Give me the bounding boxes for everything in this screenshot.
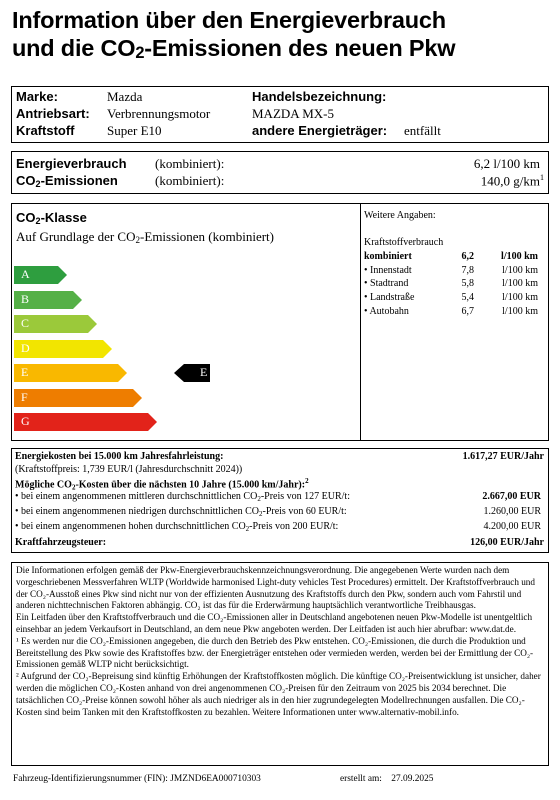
title-line-2: [12, 34, 455, 67]
possible-pre: Mögliche CO: [15, 479, 72, 491]
co2-class-heading: [16, 210, 87, 226]
class-scale: [14, 266, 354, 436]
tax-value: 126,00 EUR/Jahr: [470, 537, 544, 548]
title-line-2-pre: und die CO: [12, 35, 136, 61]
class-letter-d: D: [21, 340, 30, 355]
co2-footnote-mark: 1: [540, 173, 544, 182]
consumption-row-label: kombiniert: [364, 251, 412, 262]
co2-cost-label: • bei einem angenommenen mittleren durchschnittlichen $CO_2$-Preis von 127 EUR/t:: [15, 491, 350, 503]
further-heading: Weitere Angaben:: [364, 210, 436, 221]
co2-qualifier: (kombiniert):: [155, 173, 225, 188]
consumption-row-label: • Innenstadt: [364, 264, 412, 276]
marke-value: Mazda: [107, 89, 143, 104]
marke-label: Marke:: [16, 89, 58, 104]
co2-class-heading-sub: 2: [35, 216, 41, 226]
vehicle-box: [11, 86, 549, 143]
fuel-heading: Kraftstoffverbrauch: [364, 237, 444, 248]
class-divider: [360, 204, 361, 440]
class-letter-e: E: [21, 365, 29, 379]
fin-value: JMZND6EA000710303: [170, 774, 261, 784]
consumption-row: [364, 251, 544, 264]
class-letter-a: A: [21, 267, 30, 281]
page-title: [12, 6, 455, 67]
consumption-row-unit: l/100 km: [501, 251, 538, 262]
class-letter-g: G: [21, 414, 30, 428]
antrieb-value: Verbrennungsmotor: [107, 106, 211, 121]
co2-value-wrap: [481, 173, 544, 189]
class-arrow-f: [14, 389, 143, 407]
co2-cost-row: [15, 491, 545, 505]
co2-class-heading-pre: CO: [16, 210, 36, 225]
co2-class-subheading: [16, 229, 274, 245]
consumption-row-value: 5,8: [461, 278, 474, 290]
kraftstoff-label: Kraftstoff: [16, 123, 75, 138]
co2-cost-row: [15, 521, 545, 535]
fin-line: [13, 774, 261, 784]
handel-value: MAZDA MX-5: [252, 106, 334, 121]
selected-class-letter: E: [200, 365, 208, 379]
energy-cost-value: 1.617,27 EUR/Jahr: [462, 451, 544, 462]
co2-class-box: [11, 203, 549, 441]
possible-sub: 2: [71, 483, 76, 492]
consumption-row-value: 7,8: [461, 264, 474, 276]
co2-class-heading-post: -Klasse: [40, 210, 87, 225]
legal-paragraph-4: ² Aufgrund der CO₂-Bepreisung sind künftig Erhöhungen der Kraftstoffkosten möglich. Die künftige CO₂-Preisentwicklung ist unsicher, daher werden die möglichen CO₂-Kosten anhand von drei angenommenen CO₂-Preisen für den Zeitraum von 2025 bis 2034 berechnet. Die tatsächlichen CO₂-Preise können sowohl höher als auch niedriger als in den hier zugrundegelegten Modellrechnungen ausfallen. Die CO₂-Kosten sind beim Tanken mit den Kraftstoffkosten zu bezahlen. Weitere Informationen unter www.alternativ-mobil.info.: [16, 671, 541, 717]
legal-text-box: [11, 562, 549, 766]
date-label: erstellt am:: [340, 774, 382, 784]
title-line-2-sub: 2: [135, 44, 145, 62]
co2-class-sub-post: -Emissionen (kombiniert): [140, 229, 274, 244]
co2-cost-value: 1.260,00 EUR: [483, 506, 541, 517]
co2-cost-label: • bei einem angenommenen hohen durchschnittlichen $CO_2$-Preis von 200 EUR/t:: [15, 521, 339, 533]
co2-cost-value: 2.667,00 EUR: [482, 491, 541, 502]
consumption-row: [364, 278, 544, 291]
co2-label-sub: 2: [35, 179, 41, 189]
co2-label-pre: CO: [16, 173, 36, 188]
energy-cost-label: Energiekosten bei 15.000 km Jahresfahrleistung:: [15, 451, 224, 462]
co2-cost-value: 4.200,00 EUR: [483, 521, 541, 532]
kraftstoff-value: Super E10: [107, 123, 162, 138]
andere-value: entfällt: [404, 123, 441, 138]
co2-class-sub-pre: Auf Grundlage der CO: [16, 229, 136, 244]
andere-label: andere Energieträger:: [252, 123, 388, 138]
antrieb-label: Antriebsart:: [16, 106, 90, 121]
co2-label-post: -Emissionen: [40, 173, 118, 188]
legal-paragraph-2: Ein Leitfaden über den Kraftstoffverbrauch und die CO₂-Emissionen aller in Deutschland angebotenen neuen Pkw-Modelle ist unentgeltlich einsehbar an jedem Verkaufsort in Deutschland, an dem neue Pkw angeboten werden. Der Leitfaden ist auch hier abrufbar: www.dat.de.: [16, 612, 533, 634]
class-letter-b: B: [21, 291, 30, 306]
possible-post: -Kosten über die nächsten 10 Jahre (15.000 km/Jahr):: [75, 479, 306, 491]
costs-box: [11, 448, 549, 553]
ev-qualifier: (kombiniert):: [155, 156, 225, 171]
ev-label: Energieverbrauch: [16, 156, 127, 171]
co2-cost-label: • bei einem angenommenen niedrigen durchschnittlichen $CO_2$-Preis von 60 EUR/t:: [15, 506, 347, 518]
date-value: 27.09.2025: [391, 774, 434, 784]
class-letter-f: F: [21, 389, 28, 404]
title-line-2-post: -Emissionen des neuen Pkw: [144, 35, 456, 61]
consumption-row-label: • Stadtrand: [364, 278, 409, 290]
possible-co2-costs: [15, 477, 309, 491]
consumption-row-label: • Autobahn: [364, 305, 409, 317]
legal-paragraph-3: ¹ Es werden nur die CO₂-Emissionen angegeben, die durch den Betrieb des Pkw entstehen. CO₂-Emissionen, die durch die Produktion und Bereitstellung des Pkw sowie des Kraftstoffes bzw. der Energieträger entstehen oder vermieden werden, werden bei der Ermittlung der CO₂-Emissionen gemäß WLTP nicht berücksichtigt.: [16, 635, 534, 670]
consumption-row-value: 6,7: [461, 305, 474, 317]
consumption-row: [364, 292, 544, 305]
consumption-row-unit: l/100 km: [502, 264, 538, 276]
fin-label: Fahrzeug-Identifizierungsnummer (FIN):: [13, 774, 168, 784]
co2-value: 140,0 g/km: [480, 173, 540, 189]
consumption-row-value: 5,4: [461, 292, 474, 304]
possible-footnote-mark: 2: [305, 477, 309, 485]
handel-label: Handelsbezeichnung:: [252, 89, 387, 104]
consumption-row: [364, 265, 544, 278]
co2-cost-row: [15, 506, 545, 520]
class-letter-c: C: [21, 316, 30, 330]
ev-value: 6,2 l/100 km: [473, 156, 540, 171]
consumption-row: [364, 306, 544, 319]
selected-class-marker: [174, 364, 214, 382]
class-arrow-g: [14, 413, 158, 431]
consumption-box: [11, 151, 549, 194]
consumption-row-label: • Landstraße: [364, 292, 415, 304]
consumption-row-unit: l/100 km: [502, 292, 538, 304]
tax-label: Kraftfahrzeugsteuer:: [15, 537, 107, 548]
class-arrow-e: [14, 364, 128, 382]
consumption-row-unit: l/100 km: [502, 305, 538, 317]
date-line: [340, 774, 433, 784]
fuel-price: (Kraftstoffpreis: 1,739 EUR/l (Jahresdurchschnitt 2024)): [15, 464, 243, 475]
consumption-row-value: 6,2: [461, 251, 474, 262]
consumption-row-unit: l/100 km: [502, 278, 538, 290]
co2-class-sub-sub: 2: [135, 235, 141, 245]
legal-paragraph-1: Die Informationen erfolgen gemäß der Pkw-Energieverbrauchskennzeichnungsverordnung. Die angegebenen Werte wurden nach dem vorgeschriebenen Messverfahren WLTP (Worldwide harmonised Light-duty vehicles Test Procedures) ermittelt. Der Kraftstoffverbrauch und der CO₂-Ausstoß eines Pkw sind nicht nur von der effizienten Ausnutzung des Kraftstoffs durch den Pkw, sondern auch vom Fahrstil und anderen nichttechnischen Faktoren abhängig. CO₂ ist das für die Erderwärmung hauptsächlich verantwortliche Treibhausgas.: [16, 565, 535, 611]
co2-label: [16, 173, 118, 189]
title-line-1: Information über den Energieverbrauch: [12, 7, 446, 33]
